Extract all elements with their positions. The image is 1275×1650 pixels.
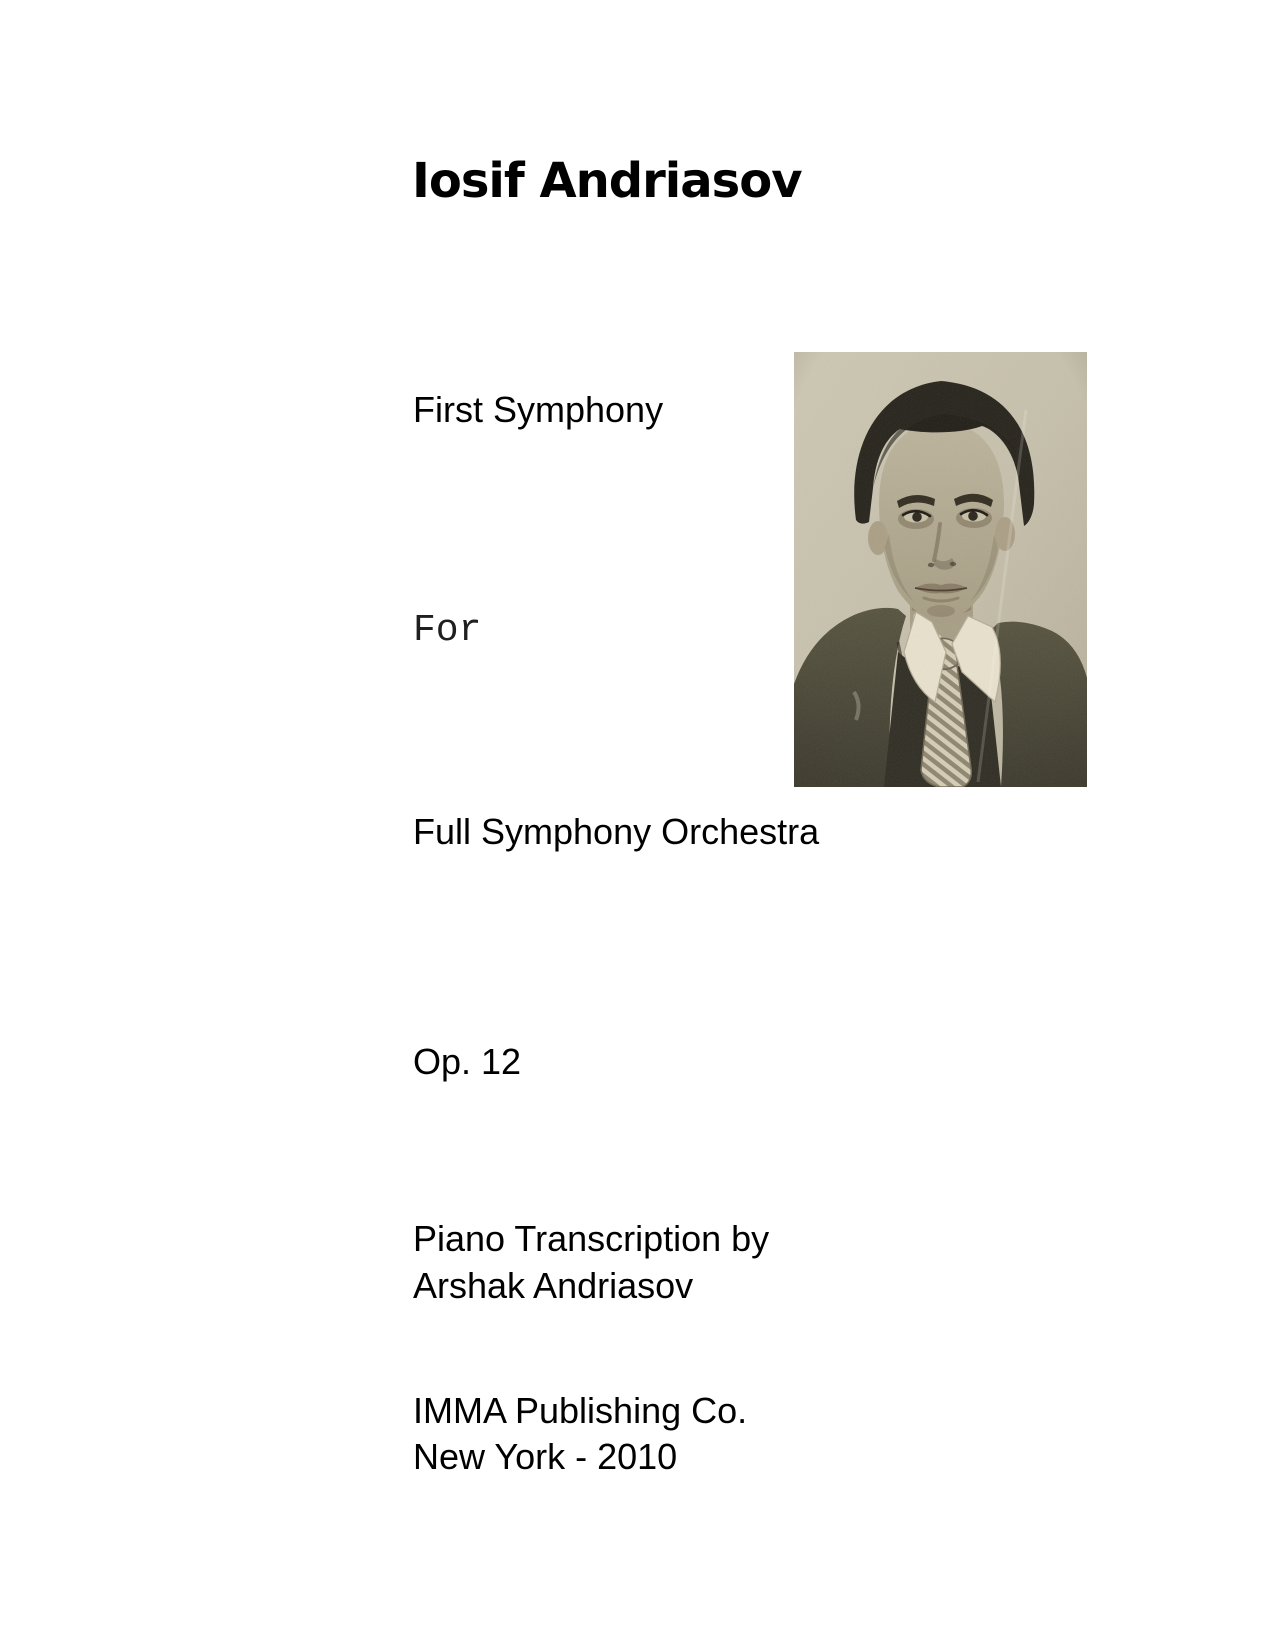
publisher-location-year: New York - 2010 <box>413 1436 678 1477</box>
transcriber-name: Arshak Andriasov <box>413 1265 694 1306</box>
for-label: For <box>413 609 482 652</box>
transcription-credit <box>413 1215 769 1309</box>
opus-line: Op. 12 <box>413 1041 522 1082</box>
ensemble-line: Full Symphony Orchestra <box>413 811 820 852</box>
work-title: First Symphony <box>413 389 664 430</box>
composer-portrait-photo <box>794 352 1087 787</box>
transcription-credit-line: Piano Transcription by <box>413 1218 770 1259</box>
portrait-photo-illustration <box>794 352 1087 787</box>
composer-name: Iosif Andriasov <box>412 153 802 209</box>
publisher-name: IMMA Publishing Co. <box>413 1390 748 1431</box>
publisher-imprint <box>413 1388 747 1480</box>
